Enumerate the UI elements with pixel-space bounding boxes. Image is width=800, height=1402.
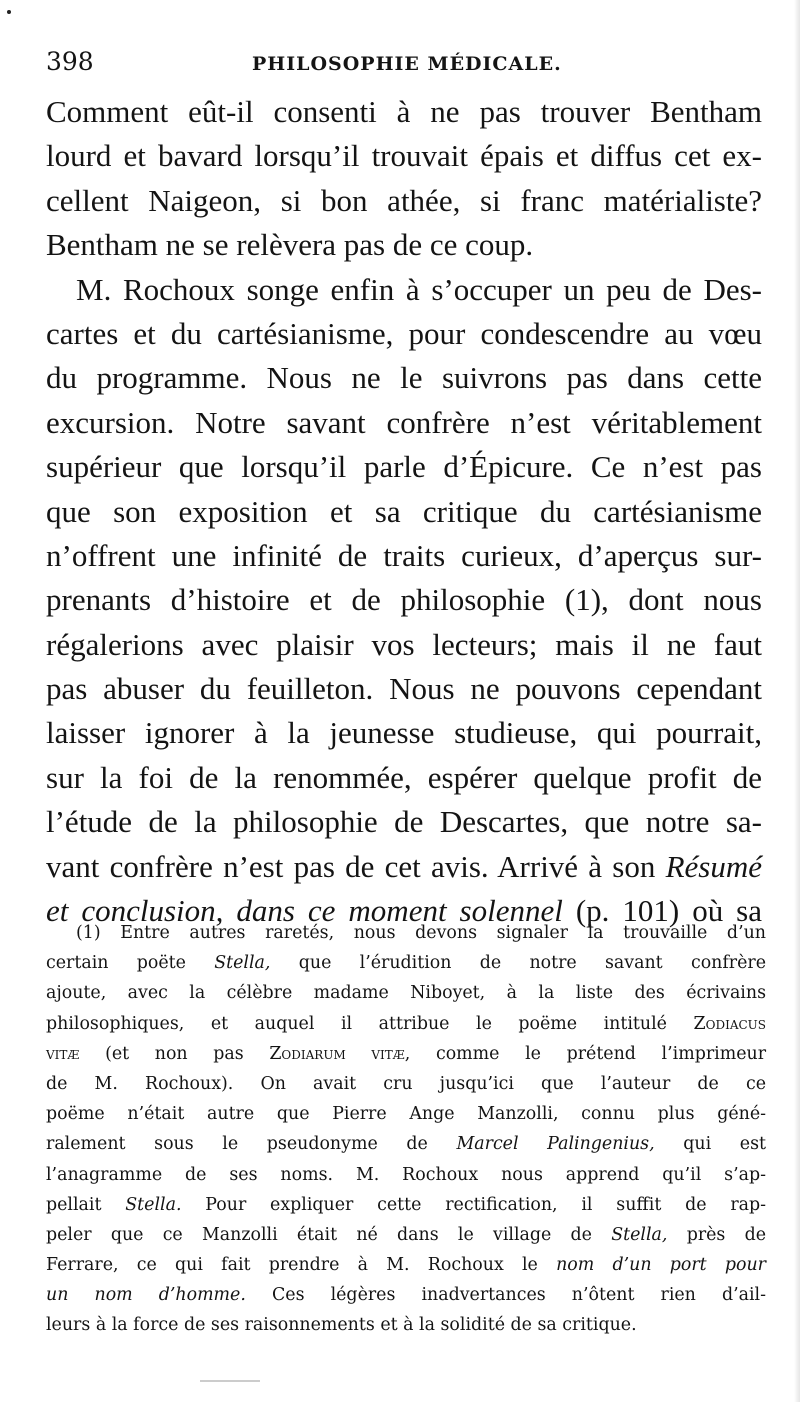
- footnote-line: [46, 1280, 766, 1310]
- text-line: pas abuser du feuilleton. Nous ne pouvons cependant: [46, 671, 762, 707]
- footnote-line: [46, 1250, 766, 1280]
- text-line: lourd et bavard lorsqu’il trouvait épais et diffus cet ex-: [46, 138, 762, 174]
- text-segment: philosophiques, et auquel il attribue le poëme intitulé: [46, 1013, 667, 1034]
- footnote-line: [46, 1190, 766, 1220]
- text-line: cellent Naigeon, si bon athée, si franc matérialiste?: [46, 182, 762, 218]
- text-line: Comment eût-il consenti à ne pas trouver Bentham: [46, 94, 762, 129]
- text-segment: comme le prétend l’imprimeur: [435, 1043, 767, 1064]
- text-segment: Ces légères inadvertances n’ôtent rien d’ail-: [271, 1285, 767, 1306]
- text-segment: certain poëte: [46, 953, 186, 974]
- text-line: excursion. Notre savant confrère n’est véritablement: [46, 404, 762, 440]
- text-line: n’offrent une infinité de traits curieux, d’aperçus sur-: [46, 537, 762, 573]
- italic-segment: Stella,: [214, 953, 271, 974]
- smallcaps-segment: Zodiacus: [693, 1013, 766, 1034]
- footnote: [46, 918, 766, 1341]
- footnote-line: [46, 1009, 766, 1039]
- text-line: cartes et du cartésianisme, pour condescendre au vœu: [46, 315, 762, 351]
- page-edge-shadow: [794, 0, 800, 1402]
- text-line: régalerions avec plaisir vos lecteurs; mais il ne faut: [46, 626, 762, 662]
- text-line: prenants d’histoire et de philosophie (1), dont nous: [46, 582, 762, 618]
- text-segment: (et non pas: [105, 1043, 244, 1064]
- running-title: PHILOSOPHIE MÉDICALE.: [252, 53, 562, 75]
- main-text: [46, 90, 762, 933]
- text-line: du programme. Nous ne le suivrons pas dans cette: [46, 360, 762, 396]
- footnote-line: [46, 1220, 766, 1250]
- text-line: l’étude de la philosophie de Descartes, que notre sa-: [46, 804, 762, 840]
- italic-segment: un nom d’homme.: [46, 1285, 246, 1306]
- footnote-line: [46, 1129, 766, 1159]
- print-mark: [7, 10, 11, 14]
- text-line: Bentham ne se relèvera pas de ce coup.: [46, 227, 534, 263]
- footnote-line: [46, 1039, 766, 1069]
- text-segment: vant confrère n’est pas de cet avis. Arrivé à son: [46, 848, 656, 884]
- page-header: [46, 46, 766, 82]
- italic-segment: Stella,: [611, 1224, 668, 1245]
- footnote-line: l’anagramme de ses noms. M. Rochoux nous apprend qu’il s’ap-: [46, 1164, 766, 1185]
- italic-segment: Marcel Palingenius,: [456, 1134, 655, 1155]
- text-line: supérieur que lorsqu’il parle d’Épicure. Ce n’est pas: [46, 449, 762, 485]
- smallcaps-segment: Zodiarum vitæ,: [269, 1043, 411, 1064]
- footnote-line: (1) Entre autres raretés, nous devons signaler la trouvaille d’un: [76, 923, 766, 943]
- text-line: [46, 845, 762, 889]
- text-segment: pellait: [46, 1194, 102, 1215]
- italic-segment: Stella.: [125, 1194, 182, 1215]
- italic-segment: Résumé: [665, 848, 762, 884]
- footnote-line: leurs à la force de ses raisonnements et à la solidité de sa critique.: [46, 1315, 637, 1336]
- text-line: laisser ignorer à la jeunesse studieuse, qui pourrait,: [46, 715, 762, 751]
- footnote-line: de M. Rochoux). On avait cru jusqu’ici que l’auteur de ce: [46, 1073, 766, 1094]
- text-segment: près de: [686, 1224, 767, 1245]
- italic-segment: et conclusion, dans ce moment solennel: [46, 893, 563, 929]
- text-line: M. Rochoux songe enfin à s’occuper un peu de Des-: [76, 271, 762, 307]
- text-segment: peler que ce Manzolli était né dans le village de: [46, 1224, 592, 1245]
- footnote-line: [46, 948, 766, 978]
- italic-segment: nom d’un port pour: [556, 1255, 766, 1276]
- text-segment: qui est: [683, 1134, 767, 1155]
- footnote-line: poëme n’était autre que Pierre Ange Manzolli, connu plus géné-: [46, 1104, 766, 1125]
- smallcaps-segment: vitæ: [46, 1043, 80, 1064]
- footnote-line: ajoute, avec la célèbre madame Niboyet, à la liste des écrivains: [46, 983, 766, 1004]
- text-segment: que l’érudition de notre savant confrère: [298, 953, 767, 974]
- print-smudge: [200, 1380, 260, 1382]
- text-line: sur la foi de la renommée, espérer quelque profit de: [46, 759, 762, 795]
- text-segment: Pour expliquer cette rectification, il suffit de rap-: [205, 1194, 767, 1215]
- text-segment: ralement sous le pseudonyme de: [46, 1134, 428, 1155]
- text-segment: Ferrare, ce qui fait prendre à M. Rochoux le: [46, 1255, 538, 1276]
- text-line: que son exposition et sa critique du cartésianisme: [46, 493, 762, 529]
- page-number: 398: [46, 47, 94, 76]
- text-segment: (p. 101) où sa: [575, 893, 762, 929]
